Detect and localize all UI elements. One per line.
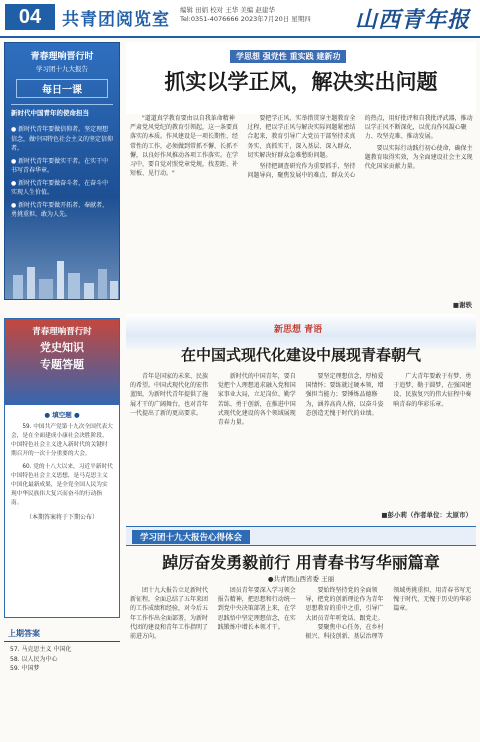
quiz-body: [11, 423, 113, 508]
daily-lesson-tag: 每日一课: [16, 79, 108, 98]
article2-byline: ■彭小莉（作者单位：太原市）: [381, 511, 472, 519]
quiz-question: 59. 中国共产党第十九次全国代表大会，是在全面建成小康社会决胜阶段、中国特色社会主义进入新时代的关键时期召开的一次十分重要的大会。: [11, 424, 113, 457]
daily-lesson-headline: 新时代中国青年的使命担当: [11, 104, 113, 117]
list-item: ● 新时代青年要做开拓者、奉献者，勇挑重担、敢为人先。: [11, 201, 109, 218]
daily-lesson-items: [11, 125, 113, 220]
previous-answers-heading: 上期答案: [4, 626, 120, 642]
page-header: [0, 0, 480, 38]
list-item: ● 新时代青年要做信仰者。坚定理想信念，做中国特色社会主义的坚定信仰者。: [11, 126, 114, 152]
article-paragraph: 团员青年要深入学习领会报告精神，把思想和行动统一到党中央决策部署上来，在学思践悟中坚定理想信念，在实践锻炼中增长本领才干。: [217, 587, 296, 631]
article1-byline: ■谢轶: [452, 301, 472, 309]
article3-headline: 踔厉奋发勇毅前行 用青春书写华丽篇章: [162, 553, 440, 572]
city-skyline-illustration: [5, 257, 121, 299]
list-item: 59. 中国梦: [10, 665, 40, 672]
article-paragraph: 广大青年要敢于有梦、勇于追梦、勤于圆梦，在强国建设、民族复兴的伟大征程中奏响青春的华彩乐章。: [393, 373, 472, 408]
article1-kicker: 学思想 强党性 重实践 建新功: [230, 50, 346, 63]
article1-headline: 抓实以学正风，解决实出问题: [164, 69, 438, 94]
quiz-banner-title: 青春理响晋行时: [32, 327, 92, 337]
article2-headline: 在中国式现代化建设中展现青春朝气: [180, 346, 421, 364]
quiz-question: 60. 党的十八大以来，习近平新时代中国特色社会主义思想，是马克思主义中国化最新成果，是全党全国人民为实现中华民族伟大复兴而奋斗的行动指南。: [11, 464, 113, 506]
page-number: 04: [5, 4, 55, 30]
list-item: 58. 以人民为中心: [10, 655, 58, 663]
article-paragraph: 青年是国家的未来、民族的希望。中国式现代化的宏伟蓝图，为新时代青年提供了施展才干的广阔舞台，也对青年一代提出了新的更高要求。: [130, 373, 209, 417]
left-sidebar: [4, 42, 120, 738]
article-paragraph: 要聚焦中心任务，在乡村振兴、科技创新、基层治理等领域勇挑重担，用青春书写无愧于时代、无愧于历史的华彩篇章。: [305, 587, 472, 641]
list-item: 57. 马克思主义 中国化: [10, 646, 72, 653]
section-title: 共青团阅览室: [62, 10, 170, 30]
quiz-banner-line2: 专题答题: [40, 358, 84, 371]
article-paragraph: 要以实际行动践行初心使命，确保主题教育取得实效，为全面建设社会主义现代化国家贡献力量。: [364, 144, 473, 171]
masthead-logo: 山西青年报: [354, 7, 470, 33]
article-paragraph: 新时代的中国青年，要自觉把个人理想追求融入党和国家事业大局，立足岗位、勤学苦练、勇于创新，在推进中国式现代化建设的各个领域展现青春力量。: [217, 373, 296, 427]
previous-answers-list: [10, 645, 114, 674]
quiz-subtitle: ● 填空题 ●: [44, 411, 80, 419]
article-paragraph: 团十九大报告立足新时代新征程，全面总结了五年来团的工作成绩和经验，对今后五年工作作出全面部署，为新时代团的建设和青年工作指明了前进方向。: [130, 587, 209, 641]
daily-lesson-subtitle: 学习团十九大报告: [36, 65, 88, 73]
list-item: ● 新时代青年要做奋斗者，在奋斗中实现人生价值。: [11, 179, 109, 196]
party-history-quiz-box: [4, 318, 120, 618]
article3-column-label: 学习团十九大报告心得体会: [132, 530, 250, 544]
previous-answers-box: [4, 626, 120, 736]
article-paragraph: 坚持把调查研究作为重要抓手，坚持问题导向，聚焦发展中的难点、群众关心的热点，用好批评和自我批评武器，推动以学正风不断深化，以优良作风凝心聚力、攻坚克难、推动发展。: [247, 115, 473, 180]
article2-body: [130, 372, 474, 518]
quiz-note: （本期答案将于下期公布）: [25, 514, 98, 521]
quiz-banner-line1: 党史知识: [40, 341, 84, 354]
quiz-banner: [5, 319, 119, 405]
article3-body: [130, 586, 474, 736]
article2-column-label: 新思想 青语: [274, 325, 323, 335]
article1-body: [130, 114, 474, 310]
article3-byline: ●共青团山西省委 王丽: [267, 575, 335, 583]
article-paragraph: 要坚定理想信念，厚植爱国情怀；要练就过硬本领，增强担当能力；要锤炼品德修为，涵养高尚人格，以奋斗姿态创造无愧于时代的业绩。: [305, 373, 384, 417]
article-paragraph: 要把学正风、实举措贯穿主题教育全过程，把以学正风与解决实际问题紧密结合起来，教育引导广大党员干部坚持求真务实、真抓实干，深入基层、深入群众，切实解决好群众急难愁盼问题。: [247, 115, 356, 159]
list-item: ● 新时代青年要做实干者。在实干中书写青春华章。: [11, 157, 109, 174]
header-meta: [180, 6, 311, 24]
article-paragraph: "道道真学教育要由以自我革命精神严肃党风党纪的教育引领起，这一条要真落实的本质。作风建设是一项长期性、经常性的工作，必须做到常抓不懈、长抓不懈，以良好作风推动各项工作落实。在学习中，要自觉对照党章党规，找差距、补短板、见行动。": [130, 115, 239, 178]
header-meta-line1: 编辑 田娟 校对 王华 美编 赵建华: [180, 6, 275, 14]
daily-lesson-title: 青春理响晋行时: [30, 52, 94, 62]
article-paragraph: 要始终坚持党的全面领导，把党的创新理论作为青年思想教育的重中之重，引导广大团员青年听党话、跟党走。: [305, 587, 384, 622]
daily-lesson-box: [4, 42, 120, 300]
header-meta-line2: Tel:0351-4076666 2023年7月20日 星期四: [180, 15, 311, 23]
